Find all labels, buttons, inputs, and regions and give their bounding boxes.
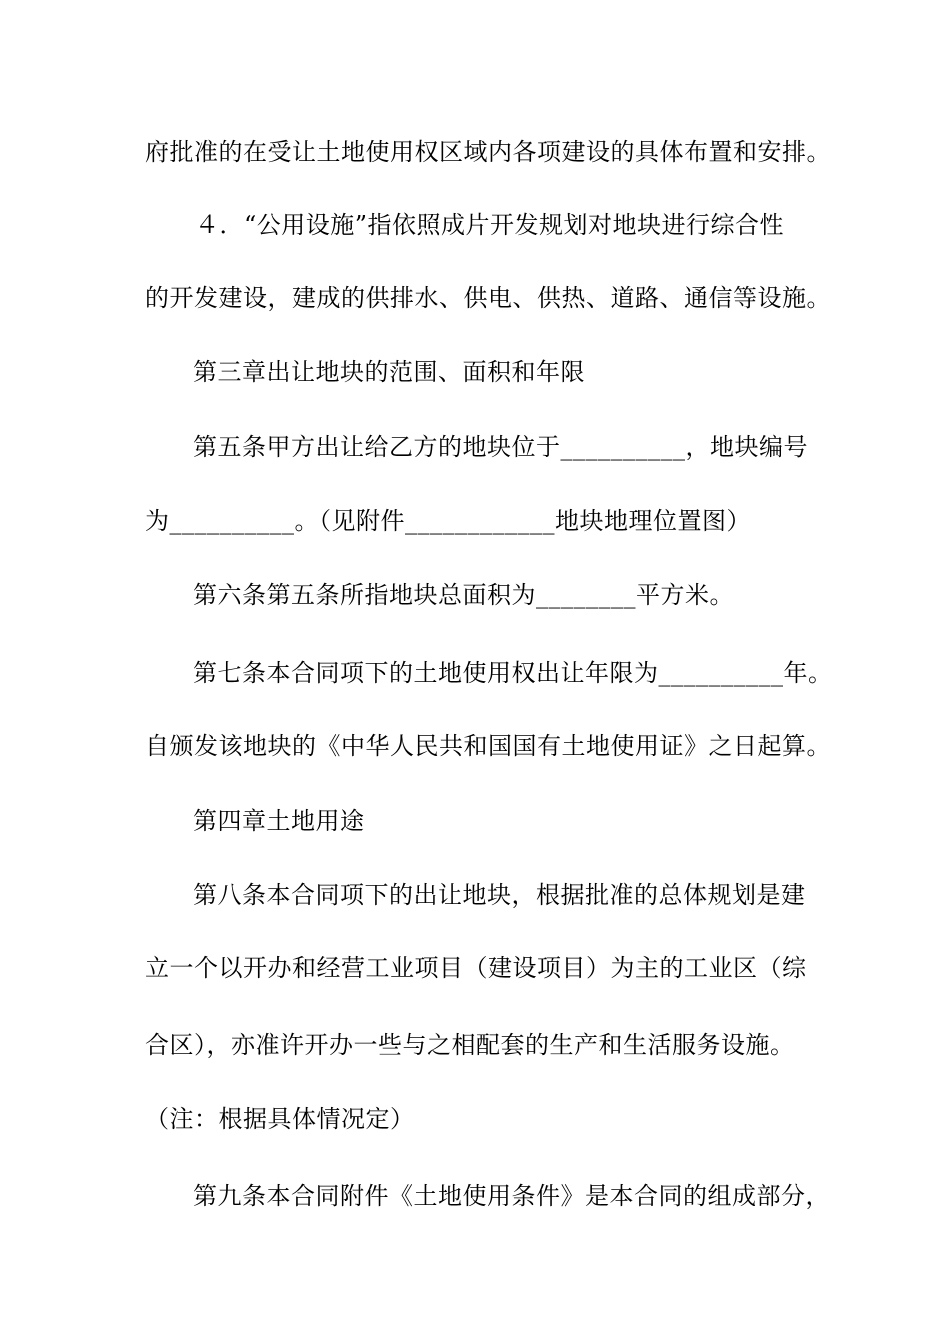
text-line: 第七条本合同项下的土地使用权出让年限为__________年。	[193, 659, 833, 687]
text-line: 第九条本合同附件《土地使用条件》是本合同的组成部分，	[193, 1182, 830, 1210]
text-line: 的开发建设，建成的供排水、供电、供热、道路、通信等设施。	[145, 284, 831, 312]
text-line: 立一个以开办和经营工业项目（建设项目）为主的工业区（综	[145, 954, 807, 982]
note-line: （注：根据具体情况定）	[145, 1105, 415, 1133]
text-line: 为__________。（见附件____________地块地理位置图）	[145, 507, 751, 535]
text-line: 第八条本合同项下的出让地块，根据批准的总体规划是建	[193, 881, 806, 909]
text-line: 合区），亦准许开办一些与之相配套的生产和生活服务设施。	[145, 1031, 795, 1059]
text-line: 第五条甲方出让给乙方的地块位于__________，地块编号	[193, 433, 808, 461]
chapter-heading: 第四章土地用途	[193, 807, 365, 835]
text-line: 自颁发该地块的《中华人民共和国国有土地使用证》之日起算。	[145, 732, 831, 760]
text-line: ４．“公用设施”指依照成片开发规划对地块进行综合性	[195, 211, 785, 239]
text-line: 第六条第五条所指地块总面积为________平方米。	[193, 581, 734, 609]
text-line: 府批准的在受让土地使用权区域内各项建设的具体布置和安排。	[145, 138, 831, 166]
chapter-heading: 第三章出让地块的范围、面积和年限	[193, 358, 585, 386]
